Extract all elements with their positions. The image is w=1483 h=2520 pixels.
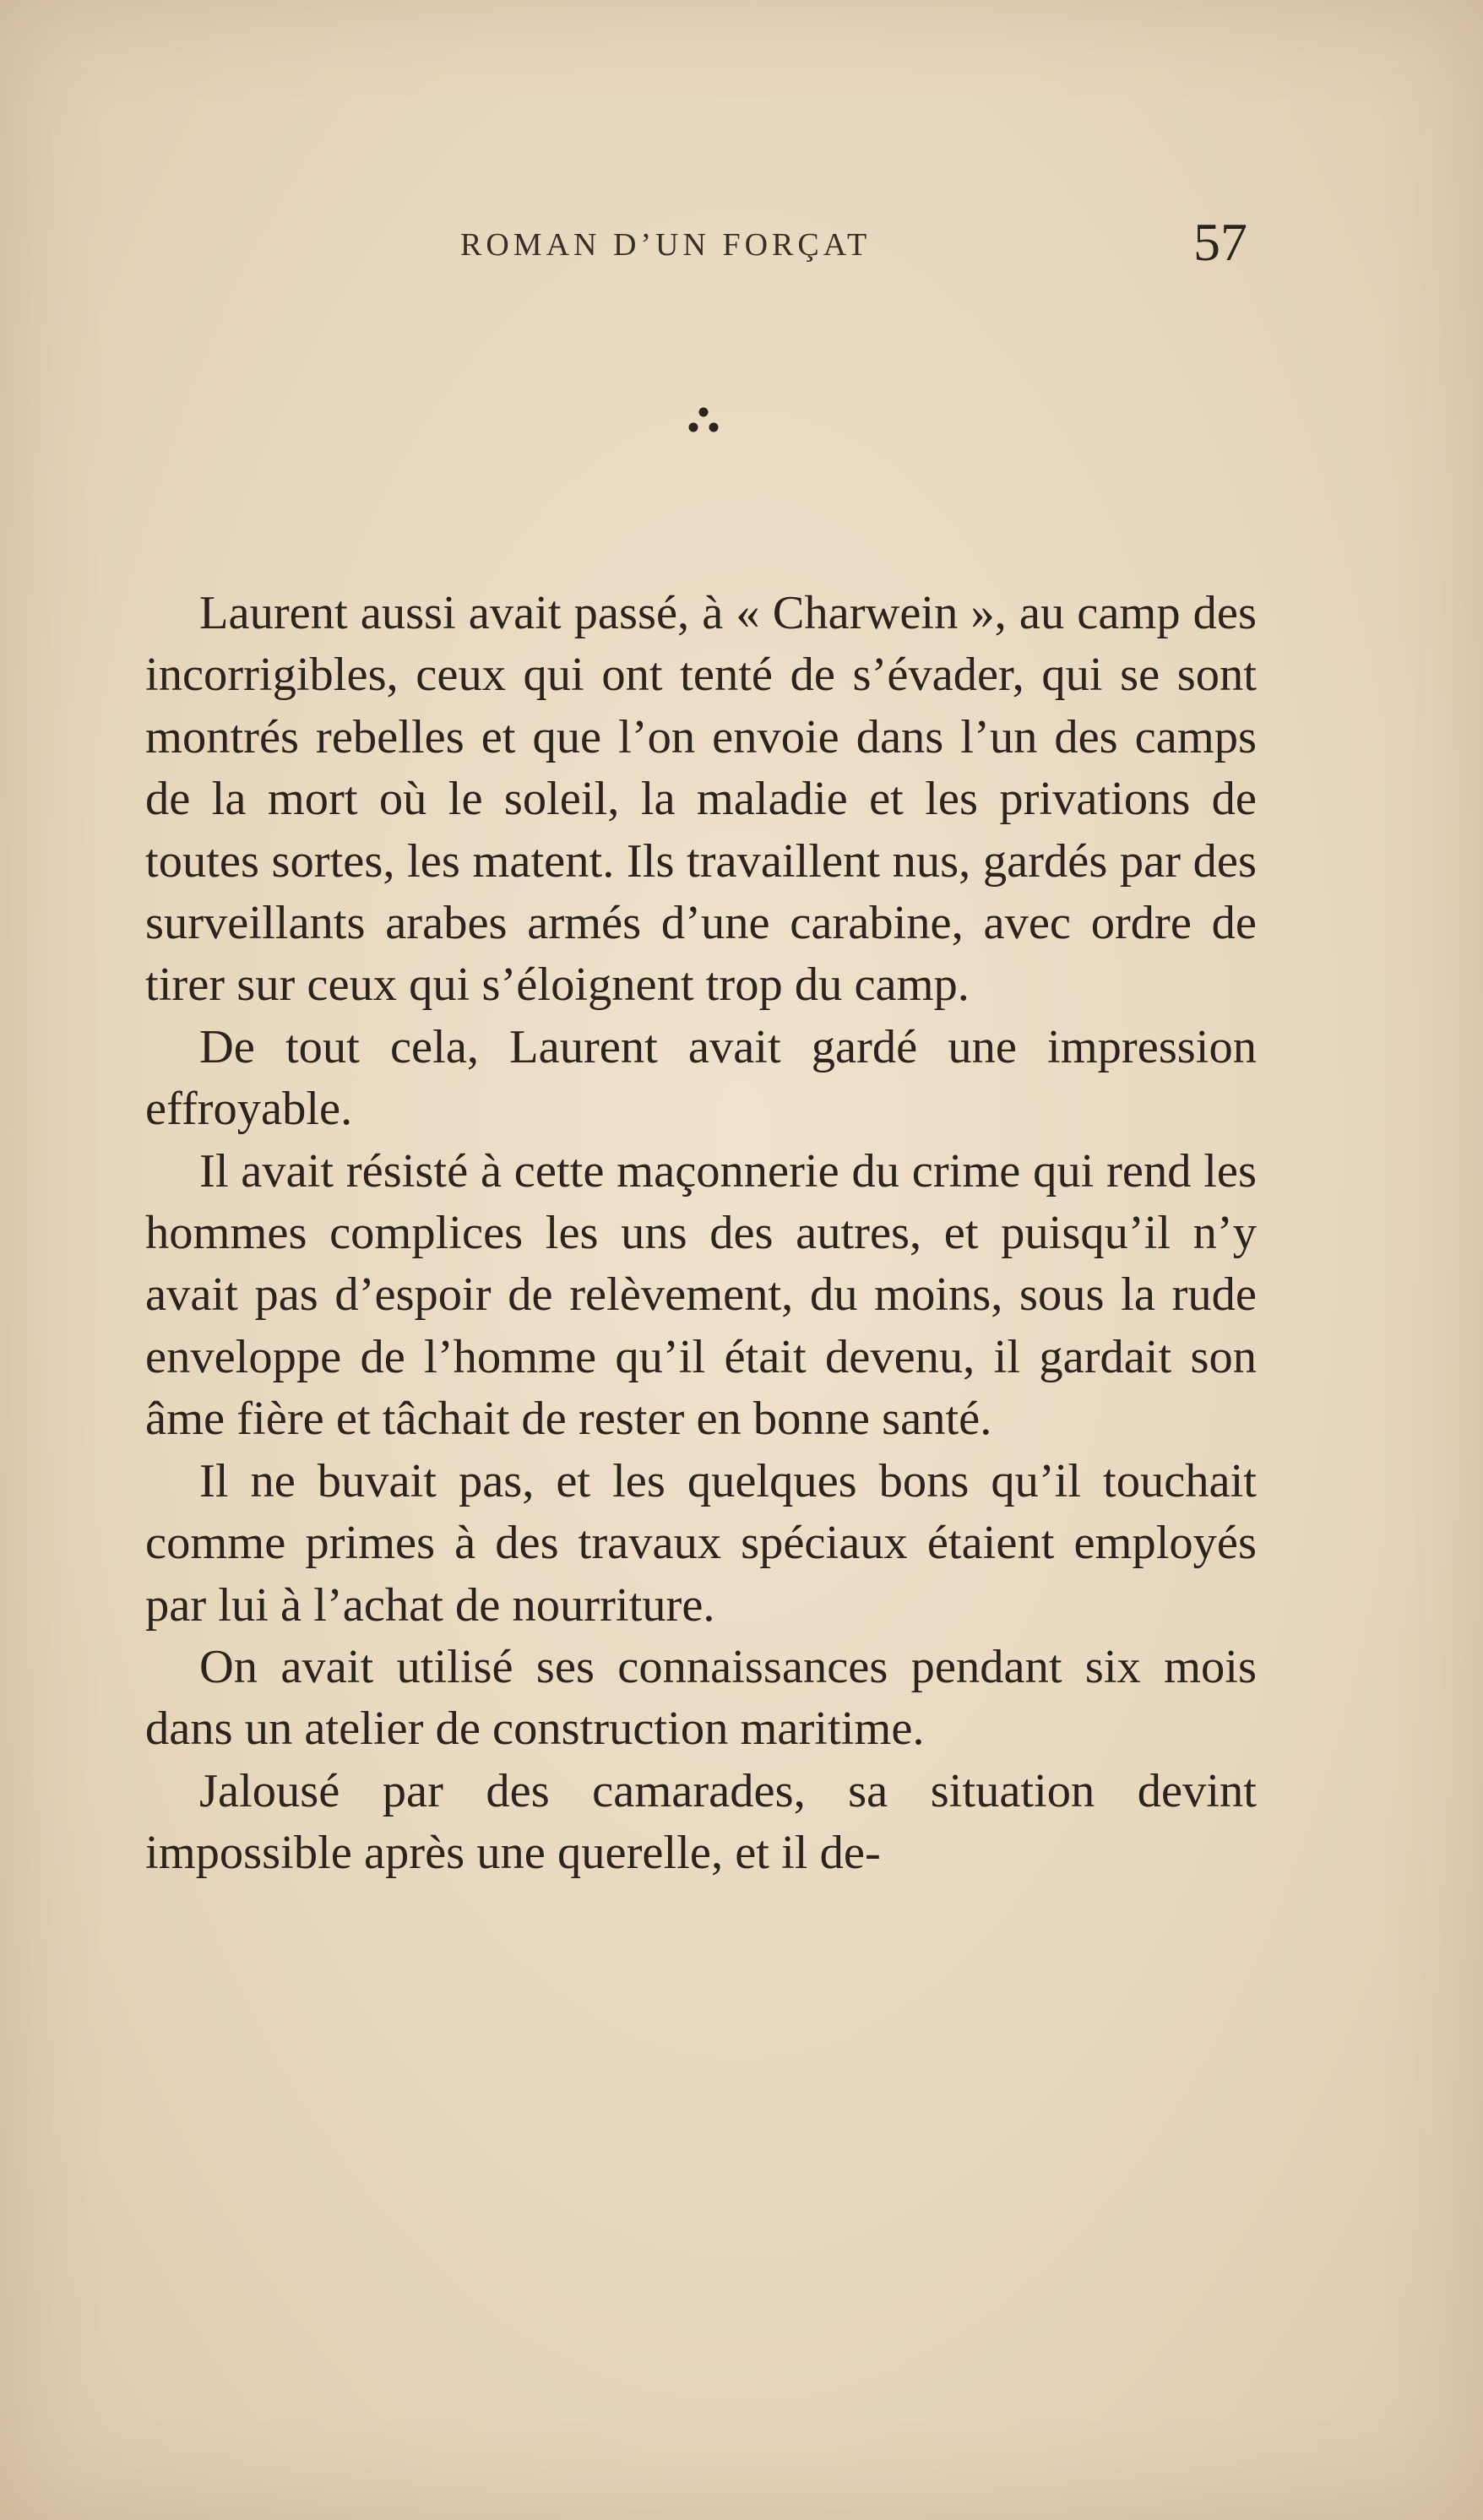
- paragraph-5: On avait utilisé ses connaissances pendant six mois dans un atelier de construction maritime.: [145, 1640, 1257, 1756]
- running-head: [0, 211, 1483, 279]
- asterism-icon: [682, 397, 725, 448]
- paragraph-6: Jalousé par des camarades, sa situation devint impossible après une querelle, et il de-: [145, 1764, 1257, 1880]
- paragraph-1: Laurent aussi avait passé, à « Charwein », au camp des incorrigibles, ceux qui ont tenté de s’évader, qui se sont montrés rebelles et que l’on envoie dans l’un des camps de la mort où le soleil, la maladie et les privations de toutes sortes, les matent. Ils travaillent nus, gardés par des surveillants arabes armés d’une carabine, avec ordre de tirer sur ceux qui s’éloignent trop du camp.: [145, 587, 1257, 1012]
- running-title: ROMAN D’UN FORÇAT: [460, 227, 872, 263]
- paragraph-2: De tout cela, Laurent avait gardé une impression effroyable.: [145, 1020, 1257, 1136]
- page-number: 57: [1193, 212, 1247, 272]
- body-text: [145, 583, 1257, 1885]
- paragraph-3: Il avait résisté à cette maçonnerie du crime qui rend les hommes complices les uns des autres, et puisqu’il n’y avait pas d’espoir de relèvement, du moins, sous la rude enveloppe de l’homme qu’il était devenu, il gardait son âme fière et tâchait de rester en bonne santé.: [145, 1144, 1257, 1446]
- paragraph-4: Il ne buvait pas, et les quelques bons qu’il touchait comme primes à des travaux spéciaux étaient employés par lui à l’achat de nourriture.: [145, 1454, 1257, 1632]
